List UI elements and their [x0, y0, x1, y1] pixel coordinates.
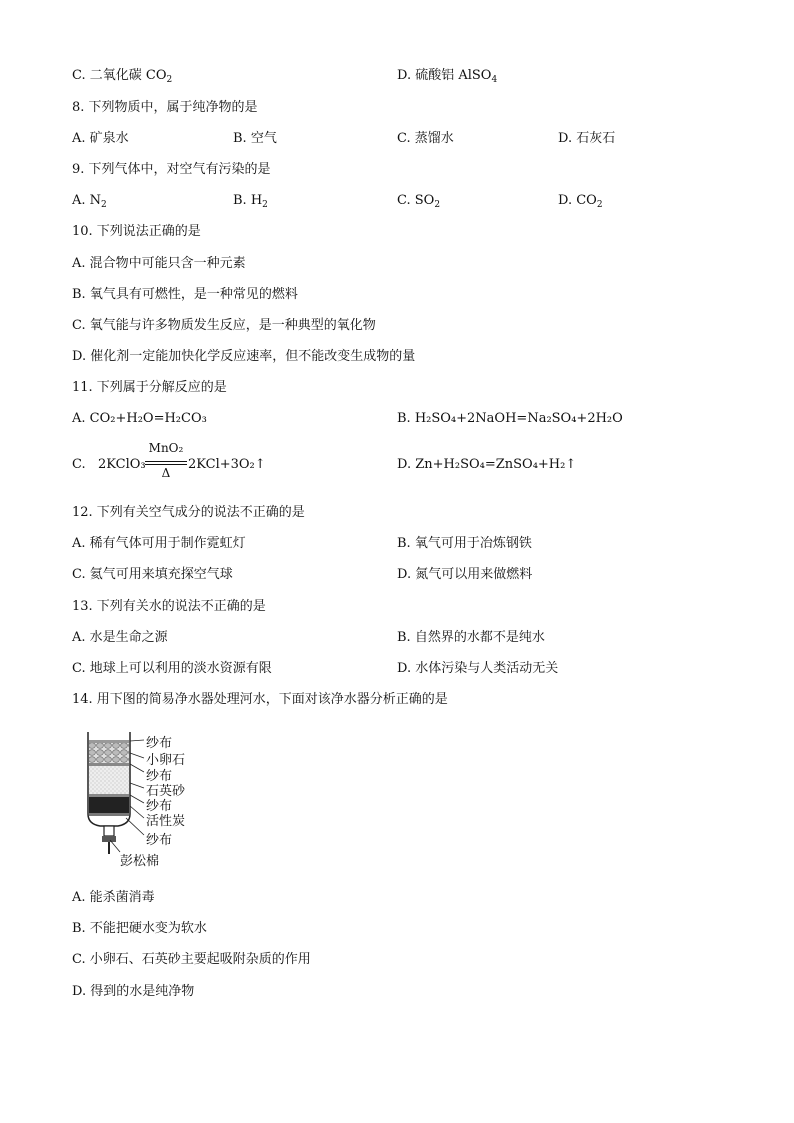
q14-option-c: C. 小卵石、石英砂主要起吸附杂质的作用 — [72, 952, 311, 967]
q11-option-a: A. CO₂+H₂O=H₂CO₃ — [72, 411, 207, 426]
q10-option-d: D. 催化剂一定能加快化学反应速率，但不能改变生成物的量 — [72, 349, 416, 364]
q11-stem: 11. 下列属于分解反应的是 — [72, 380, 227, 395]
q8-stem: 8. 下列物质中，属于纯净物的是 — [72, 100, 258, 115]
q12-option-d: D. 氮气可以用来做燃料 — [397, 567, 533, 582]
label-gauze-4: 纱布 — [146, 833, 173, 848]
q12-option-a: A. 稀有气体可用于制作霓虹灯 — [72, 536, 246, 551]
q9-option-d: D. $CO_2$ — [558, 193, 603, 210]
q13-option-b: B. 自然界的水都不是纯水 — [397, 630, 545, 645]
q13-option-d: D. 水体污染与人类活动无关 — [397, 661, 559, 676]
q14-option-d: D. 得到的水是纯净物 — [72, 984, 195, 999]
q11-option-c-reactant: 2KClO₃ — [98, 457, 146, 472]
q14-stem: 14. 用下图的简易净水器处理河水，下面对该净水器分析正确的是 — [72, 692, 448, 707]
q12-option-b: B. 氧气可用于冶炼钢铁 — [397, 536, 532, 551]
q13-stem: 13. 下列有关水的说法不正确的是 — [72, 599, 266, 614]
water-filter-figure — [80, 728, 200, 868]
q10-option-b: B. 氧气具有可燃性，是一种常见的燃料 — [72, 287, 298, 302]
label-gauze-3: 纱布 — [146, 799, 173, 814]
q8-option-d: D. 石灰石 — [558, 131, 616, 146]
q9-option-a: A. $N_2$ — [72, 193, 107, 210]
q9-option-c: C. $SO_2$ — [397, 193, 441, 210]
q12-option-c: C. 氦气可用来填充探空气球 — [72, 567, 233, 582]
q8-option-b: B. 空气 — [233, 131, 277, 146]
equals-bar-top — [145, 461, 187, 462]
label-cotton: 彭松棉 — [120, 854, 160, 869]
q7-option-c: C. 二氧化碳 $CO_2$ — [72, 68, 173, 85]
q11-option-c-label: C. — [72, 457, 86, 472]
q13-option-c: C. 地球上可以利用的淡水资源有限 — [72, 661, 272, 676]
label-activated-carbon: 活性炭 — [146, 814, 186, 829]
q10-option-a: A. 混合物中可能只含一种元素 — [72, 256, 246, 271]
q7-option-d: D. 硫酸铝 AlSO$_4$ — [397, 68, 498, 85]
q11-reaction-condition — [145, 441, 187, 485]
q10-stem: 10. 下列说法正确的是 — [72, 224, 201, 239]
q13-option-a: A. 水是生命之源 — [72, 630, 168, 645]
q11-option-d: D. Zn+H₂SO₄=ZnSO₄+H₂↑ — [397, 457, 577, 472]
q14-option-b: B. 不能把硬水变为软水 — [72, 921, 207, 936]
catalyst-label: MnO₂ — [148, 441, 184, 455]
equals-bar-bottom — [145, 464, 187, 465]
heat-symbol: Δ — [161, 466, 171, 480]
q8-option-a: A. 矿泉水 — [72, 131, 129, 146]
q9-stem: 9. 下列气体中，对空气有污染的是 — [72, 162, 271, 177]
q10-option-c: C. 氧气能与许多物质发生反应，是一种典型的氧化物 — [72, 318, 376, 333]
q12-stem: 12. 下列有关空气成分的说法不正确的是 — [72, 505, 305, 520]
q11-option-b: B. H₂SO₄+2NaOH=Na₂SO₄+2H₂O — [397, 411, 623, 426]
q11-option-c-product: 2KCl+3O₂↑ — [188, 457, 266, 472]
q14-option-a: A. 能杀菌消毒 — [72, 890, 155, 905]
label-gauze-2: 纱布 — [146, 769, 173, 784]
label-gauze-1: 纱布 — [146, 736, 173, 751]
label-quartz-sand: 石英砂 — [146, 784, 186, 799]
q8-option-c: C. 蒸馏水 — [397, 131, 454, 146]
q9-option-b: B. $H_2$ — [233, 193, 268, 210]
label-pebbles: 小卵石 — [146, 753, 186, 768]
